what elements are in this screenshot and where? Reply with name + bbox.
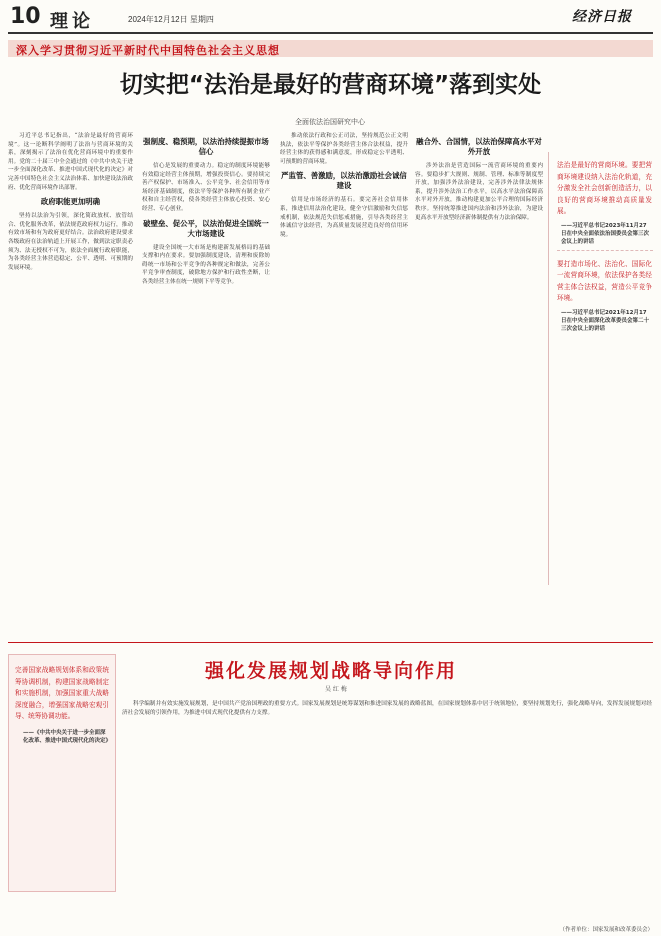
subheading: 融合外、合国情，以法治保障高水平对外开放	[416, 137, 542, 156]
article1-column-1	[8, 132, 133, 632]
quote-divider	[557, 250, 653, 251]
kicker-banner	[8, 40, 653, 57]
second-headline: 强化发展规划战略导向作用	[205, 660, 458, 682]
section-title: 理论	[50, 11, 94, 32]
quote-source: ——习近平总书记2021年12月17日在中央全面深化改革委员会第二十三次会议上的讲话	[561, 309, 650, 332]
subheading: 严监管、善激励，以法治激励社会诚信建设	[281, 171, 407, 191]
article2-body	[122, 700, 652, 920]
article1-column-4	[415, 132, 543, 632]
masthead	[0, 0, 661, 34]
issue-date: 2024年12月12日 星期四	[128, 15, 214, 24]
paragraph: 信心是发展的重要动力。稳定的制度环境能够有效稳定经营主体预期，增强投资信心。要持续完善产权保护、市场准入、公平竞争、社会信用等市场经济基础制度，依法平等保护各种所有制企业产权和自主经营权，使各类经营主体放心投资、安心经营、专心创业。	[142, 163, 270, 212]
article1-column-3	[280, 132, 408, 632]
paragraph: 建设全国统一大市场是构建新发展格局的基础支撑和内在要求。要加强制度建设，清理和废除妨碍统一市场和公平竞争的各种规定和做法，完善公平竞争审查制度，破除地方保护和行政性垄断，让各类经营主体在统一规则下平等竞争。	[142, 244, 270, 285]
paragraph: 习近平总书记指出，“法治是最好的营商环境”。这一论断科学阐明了法治与营商环境的关系，深刻揭示了法治在优化营商环境中的重要作用。党的二十届三中全会通过的《中共中央关于进一步全面深化改革、推进中国式现代化的决定》对完善中国特色社会主义法治体系、加快建设法治政府、优化营商环境作出部署。	[8, 133, 133, 191]
byline: 全面依法治国研究中心	[295, 118, 365, 126]
paragraph: 信用是市场经济的基石。要完善社会信用体系，推进信用法治化建设，健全守信激励和失信惩戒机制，依法规范失信惩戒措施，引导各类经营主体诚信守法经营，为高质量发展营造良好的信用环境。	[280, 197, 408, 238]
quote-sidebar	[548, 152, 656, 585]
kicker-text: 深入学习贯彻习近平新时代中国特色社会主义思想	[16, 44, 280, 57]
paragraph: 推动依法行政和公正司法，坚持规范公正文明执法，依法平等保护各类经营主体合法权益，提升经营主体的获得感和满意度，形成稳定公平透明、可预期的营商环境。	[280, 133, 408, 165]
page-number: 10	[10, 4, 41, 29]
subheading: 强制度、稳预期，以法治持续提振市场信心	[143, 137, 269, 156]
subheading: 破壁垒、促公平，以法治促进全国统一大市场建设	[143, 218, 269, 238]
second-byline: 吴 红 梅	[325, 686, 347, 693]
section-divider	[8, 642, 653, 643]
newspaper-logo: 经济日报	[572, 9, 632, 25]
article1-column-2	[142, 132, 270, 632]
pull-quote: 完善国家战略规划体系和政策统筹协调机制，构建国家战略制定和实施机制，加强国家重大战略深度融合，增强国家战略宏观引导、统筹协调功能。	[15, 666, 109, 720]
quote-source: ——《中共中央关于进一步全面深化改革、推进中国式现代化的决定》	[23, 729, 112, 744]
pull-quote: 要打造市场化、法治化、国际化一流营商环境，依法保护各类经营主体合法权益，营造公平竞争环境。	[557, 259, 652, 302]
policy-quote-box	[8, 654, 116, 892]
subheading: 政府职能更加明确	[40, 197, 101, 207]
top-rule	[8, 32, 653, 34]
author-note: （作者单位：国家发展和改革委员会）	[559, 927, 653, 933]
paragraph: 涉外法治是营造国际一流营商环境的重要内容。要稳步扩大规则、规制、管理、标准等制度型开放，加强涉外法治建设，完善涉外法律法规体系，提升涉外法治工作水平，以高水平法治保障高水平对外开放，推动构建更加公平合理的国际经济秩序。坚持统筹推进国内法治和涉外法治，为建设更高水平开放型经济新体制提供有力法治保障。	[415, 163, 543, 221]
main-headline: 切实把“法治是最好的营商环境”落到实处	[119, 72, 542, 98]
paragraph: 坚持以法治为引领，深化简政放权、放管结合、优化服务改革，依法规范政府权力运行，推动有效市场和有为政府更好结合。法治政府建设要求各级政府在法治轨道上开展工作，做到法定职责必须为、法无授权不可为，依法全面履行政府职能，为各类经营主体营造稳定、公平、透明、可预期的发展环境。	[8, 213, 133, 271]
pull-quote: 法治是最好的营商环境。要把营商环境建设纳入法治化轨道，充分激发全社会创新创造活力，以良好的营商环境推动高质量发展。	[557, 161, 652, 215]
paragraph: 科学编制并有效实施发展规划，是中国共产党治国理政的重要方式。国家发展规划是统筹谋划和推进国家发展的战略蓝图，在国家规划体系中居于统领地位，要坚持规划先行，强化战略导向，发挥发展规划对经济社会发展的引领作用，为推进中国式现代化提供有力支撑。	[122, 701, 652, 716]
quote-source: ——习近平总书记2023年11月27日在中央全面依法治国委员会第三次会议上的讲话	[561, 222, 650, 245]
